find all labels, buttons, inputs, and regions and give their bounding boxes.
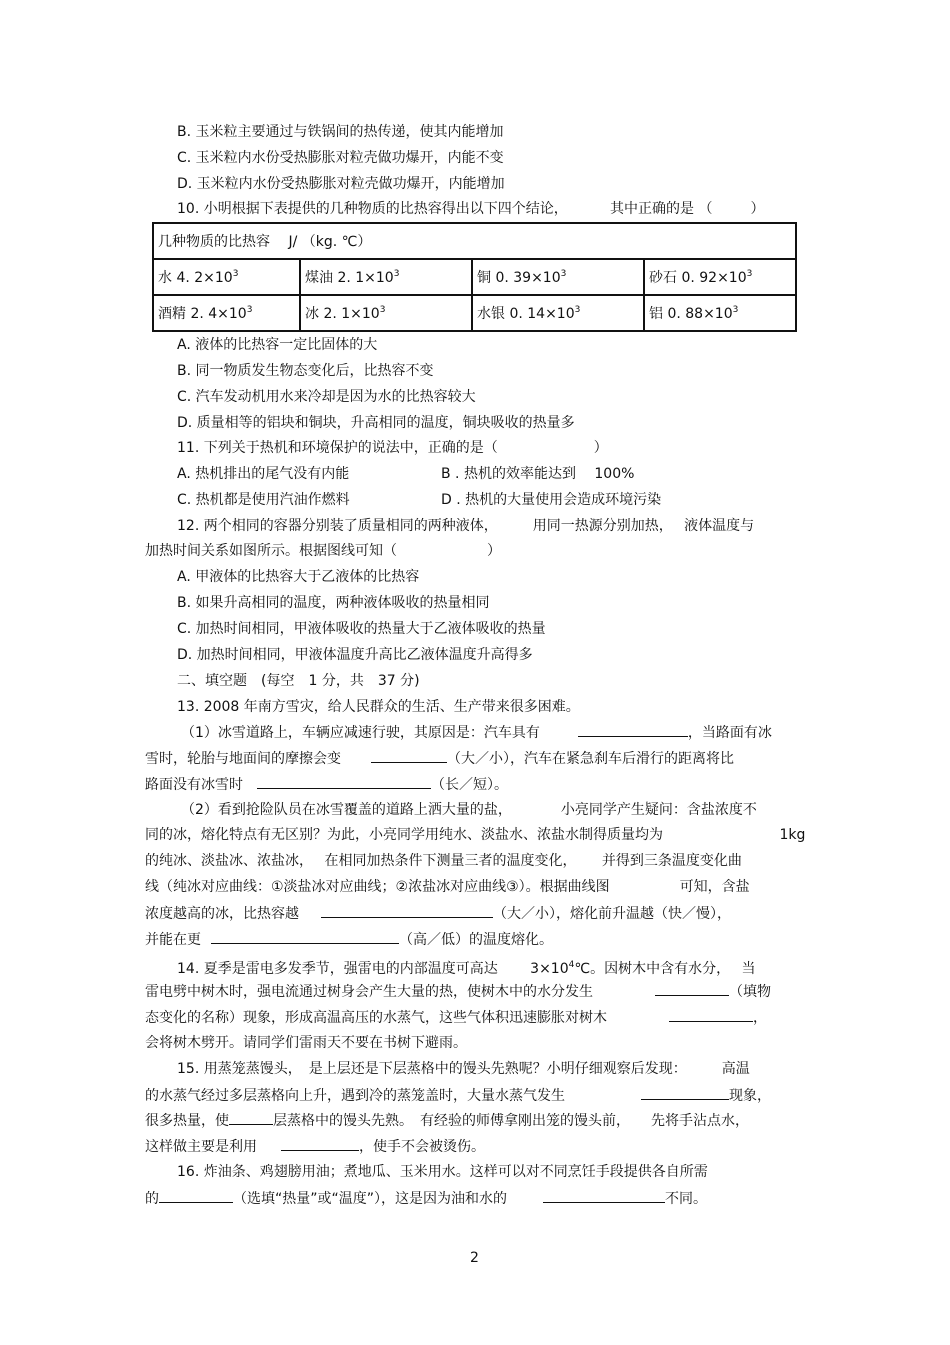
q11-close-paren: ） <box>593 440 608 456</box>
q16-line1: 16. 炸油条、鸡翅膀用油；煮地瓜、玉米用水。这样可以对不同烹饪手段提供各自所需 <box>177 1164 708 1180</box>
q12-stem-2 <box>145 541 501 561</box>
q11-option-c: C. 热机都是使用汽油作燃料 <box>177 492 350 508</box>
table-cell: 冰 2. $1\times 10^3$ <box>300 295 472 331</box>
q11-option-b: B . 热机的效率能达到 100% <box>441 466 635 482</box>
table-cell: 砂石 0. $92\times 10^3$ <box>644 259 796 295</box>
table-cell: 水银 0. $14\times 10^3$ <box>472 295 644 331</box>
answer-blank[interactable] <box>211 929 399 944</box>
page-number: 2 <box>470 1250 479 1266</box>
answer-blank[interactable] <box>371 748 447 763</box>
q12-option-a: A. 甲液体的比热容大于乙液体的比热容 <box>177 569 420 585</box>
q11-option-a: A. 热机排出的尾气没有内能 <box>177 466 350 482</box>
table-row <box>153 259 796 295</box>
q10-stem <box>177 199 568 219</box>
q12-stem-text2: 加热时间关系如图所示。根据图线可知（ <box>145 543 397 559</box>
q10-option-d: D. 质量相等的铝块和铜块，升高相同的温度，铜块吸收的热量多 <box>177 415 575 431</box>
answer-blank[interactable] <box>543 1188 665 1203</box>
q9-option-d: D. 玉米粒内水份受热膨胀对粒壳做功爆开，内能增加 <box>177 176 505 192</box>
q10-stem-end <box>610 199 764 219</box>
q13-p1-line1: （1）冰雪道路上，车辆应减速行驶，其原因是：汽车具有 ，当路面有冰 <box>181 722 772 743</box>
answer-blank[interactable] <box>655 981 729 996</box>
q12-option-c: C. 加热时间相同，甲液体吸收的热量大于乙液体吸收的热量 <box>177 621 546 637</box>
table-cell: 铝 0. $88\times 10^3$ <box>644 295 796 331</box>
q13-p2-line4: 线（纯冰对应曲线：①淡盐冰对应曲线；②浓盐冰对应曲线③）。根据曲线图 可知，含盐 <box>145 879 750 895</box>
q11-stem <box>177 438 608 458</box>
section-heading: 二、填空题 (每空 1 分，共 37 分) <box>177 673 420 689</box>
answer-blank[interactable] <box>669 1007 753 1022</box>
q13-stem: 13. 2008 年南方雪灾，给人民群众的生活、生产带来很多困难。 <box>177 699 580 715</box>
q14-line2: 雷电劈中树木时，强电流通过树身会产生大量的热，使树木中的水分发生 （填物 <box>145 981 771 1002</box>
q10-option-c: C. 汽车发动机用水来冷却是因为水的比热容较大 <box>177 389 476 405</box>
q13-p2-line2: 同的冰，熔化特点有无区别？为此，小亮同学用纯水、淡盐水、浓盐水制得质量均为 1kg <box>145 827 806 843</box>
answer-blank[interactable] <box>641 1085 729 1100</box>
q13-p2-line6: 并能在更 （高／低）的温度熔化。 <box>145 929 553 950</box>
q13-p1-line2: 雪时，轮胎与地面间的摩擦会变 （大／小），汽车在紧急刹车后滑行的距离将比 <box>145 748 734 769</box>
q12-close-paren: ） <box>487 543 501 559</box>
table-title: 几种物质的比热容 J/ （kg. ℃） <box>153 223 796 259</box>
q10-option-b: B. 同一物质发生物态变化后，比热容不变 <box>177 363 434 379</box>
q13-p1-line3: 路面没有冰雪时 （长／短）。 <box>145 774 508 795</box>
answer-blank[interactable] <box>159 1188 233 1203</box>
table-cell: 煤油 2. $1\times 10^3$ <box>300 259 472 295</box>
q11-stem-text: 11. 下列关于热机和环境保护的说法中，正确的是（ <box>177 440 498 456</box>
specific-heat-table <box>152 222 797 332</box>
q13-p2-line3: 的纯冰、淡盐冰、浓盐冰， 在相同加热条件下测量三者的温度变化， 并得到三条温度变化曲 <box>145 853 742 869</box>
q15-line3: 很多热量，使 层蒸格中的馒头先熟。 有经验的师傅拿刚出笼的馒头前， 先将手沾点水， <box>145 1110 749 1131</box>
q12-stem: 12. 两个相同的容器分别装了质量相同的两种液体， 用同一热源分别加热， 液体温度与 <box>177 518 755 534</box>
table-cell: 铜 0. $39\times 10^3$ <box>472 259 644 295</box>
q12-option-b: B. 如果升高相同的温度，两种液体吸收的热量相同 <box>177 595 490 611</box>
q15-line2: 的水蒸气经过多层蒸格向上升，遇到冷的蒸笼盖时，大量水蒸气发生 现象， <box>145 1085 771 1106</box>
q13-p2-line5: 浓度越高的冰，比热容越 （大／小），熔化前升温越（快／慢）， <box>145 903 731 924</box>
table-cell: 酒精 2. $4\times 10^3$ <box>153 295 300 331</box>
table-cell: 水 4. $2\times 10^3$ <box>153 259 300 295</box>
q16-line2: 的 （选填“热量”或“温度”），这是因为油和水的 不同。 <box>145 1188 707 1209</box>
q9-option-b: B. 玉米粒主要通过与铁锅间的热传递，使其内能增加 <box>177 124 504 140</box>
q15-line4: 这样做主要是利用 ，使手不会被烫伤。 <box>145 1136 485 1157</box>
q14-line1: 14. 夏季是雷电多发季节，强雷电的内部温度可高达 $3\times 10^4℃$。因树木中含有水分， 当 <box>177 960 756 977</box>
answer-blank[interactable] <box>229 1110 273 1125</box>
q10-option-a: A. 液体的比热容一定比固体的大 <box>177 337 378 353</box>
answer-blank[interactable] <box>281 1136 359 1151</box>
q12-option-d: D. 加热时间相同，甲液体温度升高比乙液体温度升高得多 <box>177 647 533 663</box>
q13-p2-line1: （2）看到抢险队员在冰雪覆盖的道路上洒大量的盐， 小亮同学产生疑问：含盐浓度不 <box>181 802 757 818</box>
answer-blank[interactable] <box>257 774 431 789</box>
table-row <box>153 295 796 331</box>
q11-option-d: D . 热机的大量使用会造成环境污染 <box>441 492 662 508</box>
q10-close-paren: ） <box>750 201 765 217</box>
q9-option-c: C. 玉米粒内水份受热膨胀对粒壳做功爆开，内能不变 <box>177 150 504 166</box>
q10-stem-text: 10. 小明根据下表提供的几种物质的比热容得出以下四个结论， <box>177 201 568 217</box>
answer-blank[interactable] <box>578 722 688 737</box>
q10-stem-text2: 其中正确的是 （ <box>610 201 713 217</box>
answer-blank[interactable] <box>321 903 493 918</box>
q14-line3: 态变化的名称）现象，形成高温高压的水蒸气，这些气体积迅速膨胀对树木 ， <box>145 1007 767 1028</box>
q15-line1: 15. 用蒸笼蒸馒头， 是上层还是下层蒸格中的馒头先熟呢？小明仔细观察后发现： 高温 <box>177 1061 750 1077</box>
q14-line4: 会将树木劈开。请同学们雷雨天不要在书树下避雨。 <box>145 1035 467 1051</box>
